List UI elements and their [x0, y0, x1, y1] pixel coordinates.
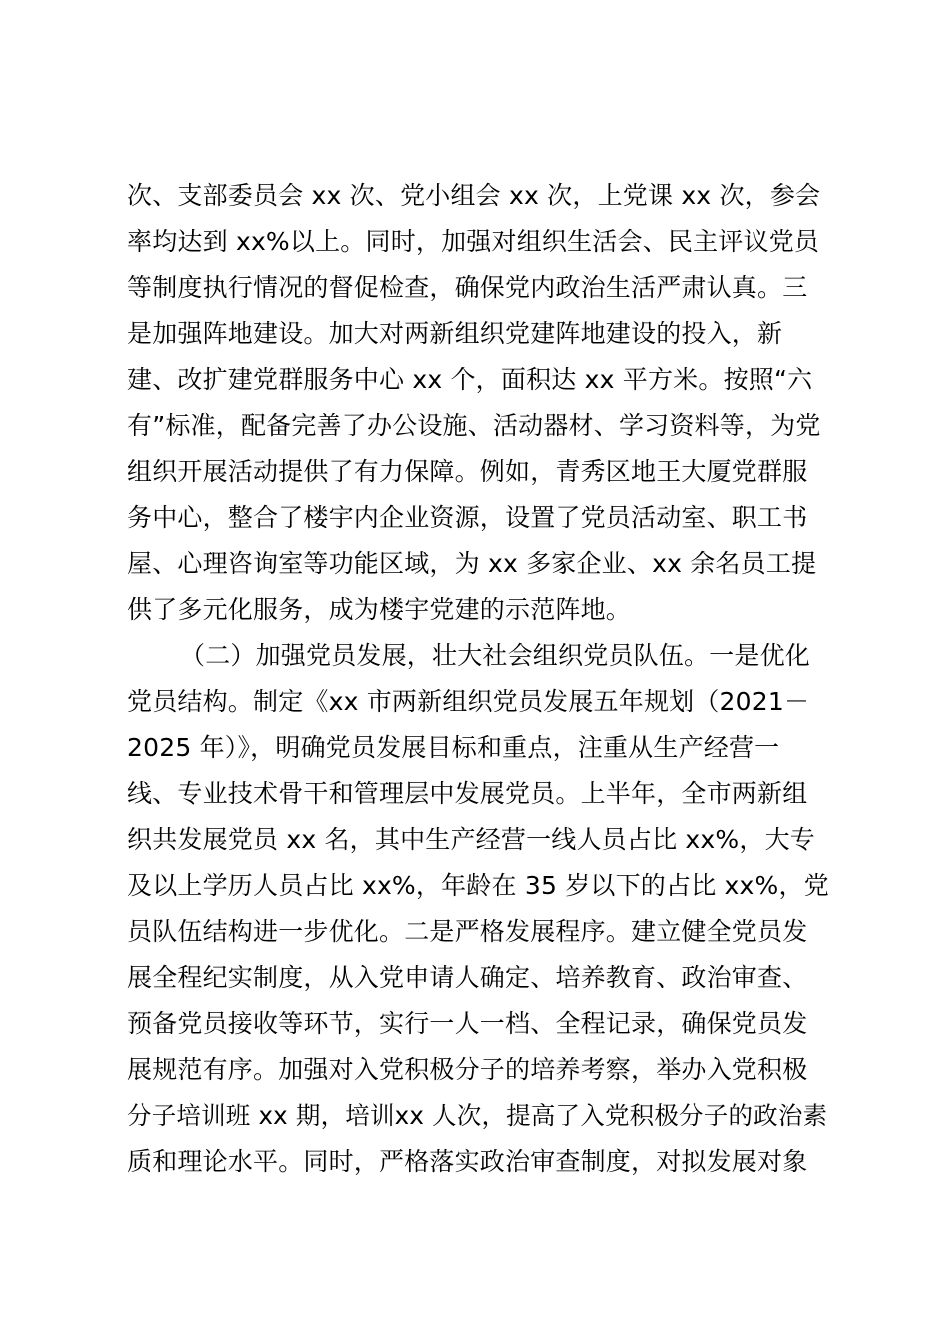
text-line: 组织开展活动提供了有力保障。例如，青秀区地王大厦党群服: [127, 457, 808, 486]
text-line: 党员结构。制定《xx 市两新组织党员发展五年规划（2021－: [127, 687, 810, 716]
text-line: 是加强阵地建设。加大对两新组织党建阵地建设的投入，新: [127, 319, 783, 348]
text-line: 分子培训班 xx 期，培训xx 人次，提高了入党积极分子的政治素: [127, 1101, 828, 1130]
text-line: 供了多元化服务，成为楼宇党建的示范阵地。: [127, 595, 632, 624]
section-heading-line: （二）加强党员发展，壮大社会组织党员队伍。一是优化: [180, 641, 811, 670]
text-line: 员队伍结构进一步优化。二是严格发展程序。建立健全党员发: [127, 917, 808, 946]
text-line: 展全程纪实制度，从入党申请人确定、培养教育、政治审查、: [127, 963, 808, 992]
text-line: 及以上学历人员占比 xx%，年龄在 35 岁以下的占比 xx%，党: [127, 871, 829, 900]
text-line: 质和理论水平。同时，严格落实政治审查制度，对拟发展对象: [127, 1147, 808, 1176]
text-line: 预备党员接收等环节，实行一人一档、全程记录，确保党员发: [127, 1009, 808, 1038]
text-line: 次、支部委员会 xx 次、党小组会 xx 次，上党课 xx 次，参会: [127, 181, 821, 210]
text-line: 建、改扩建党群服务中心 xx 个，面积达 xx 平方米。按照“六: [127, 365, 813, 394]
text-line: 务中心，整合了楼宇内企业资源，设置了党员活动室、职工书: [127, 503, 808, 532]
text-line: 线、专业技术骨干和管理层中发展党员。上半年，全市两新组: [127, 779, 808, 808]
text-line: 展规范有序。加强对入党积极分子的培养考察，举办入党积极: [127, 1055, 808, 1084]
text-line: 织共发展党员 xx 名，其中生产经营一线人员占比 xx%，大专: [127, 825, 815, 854]
text-line: 屋、心理咨询室等功能区域，为 xx 多家企业、xx 余名员工提: [127, 549, 817, 578]
text-line: 率均达到 xx%以上。同时，加强对组织生活会、民主评议党员: [127, 227, 820, 256]
text-line: 2025 年）》，明确党员发展目标和重点，注重从生产经营一: [127, 733, 780, 762]
text-line: 有”标准，配备完善了办公设施、活动器材、学习资料等，为党: [127, 411, 821, 440]
text-line: 等制度执行情况的督促检查，确保党内政治生活严肃认真。三: [127, 273, 808, 302]
